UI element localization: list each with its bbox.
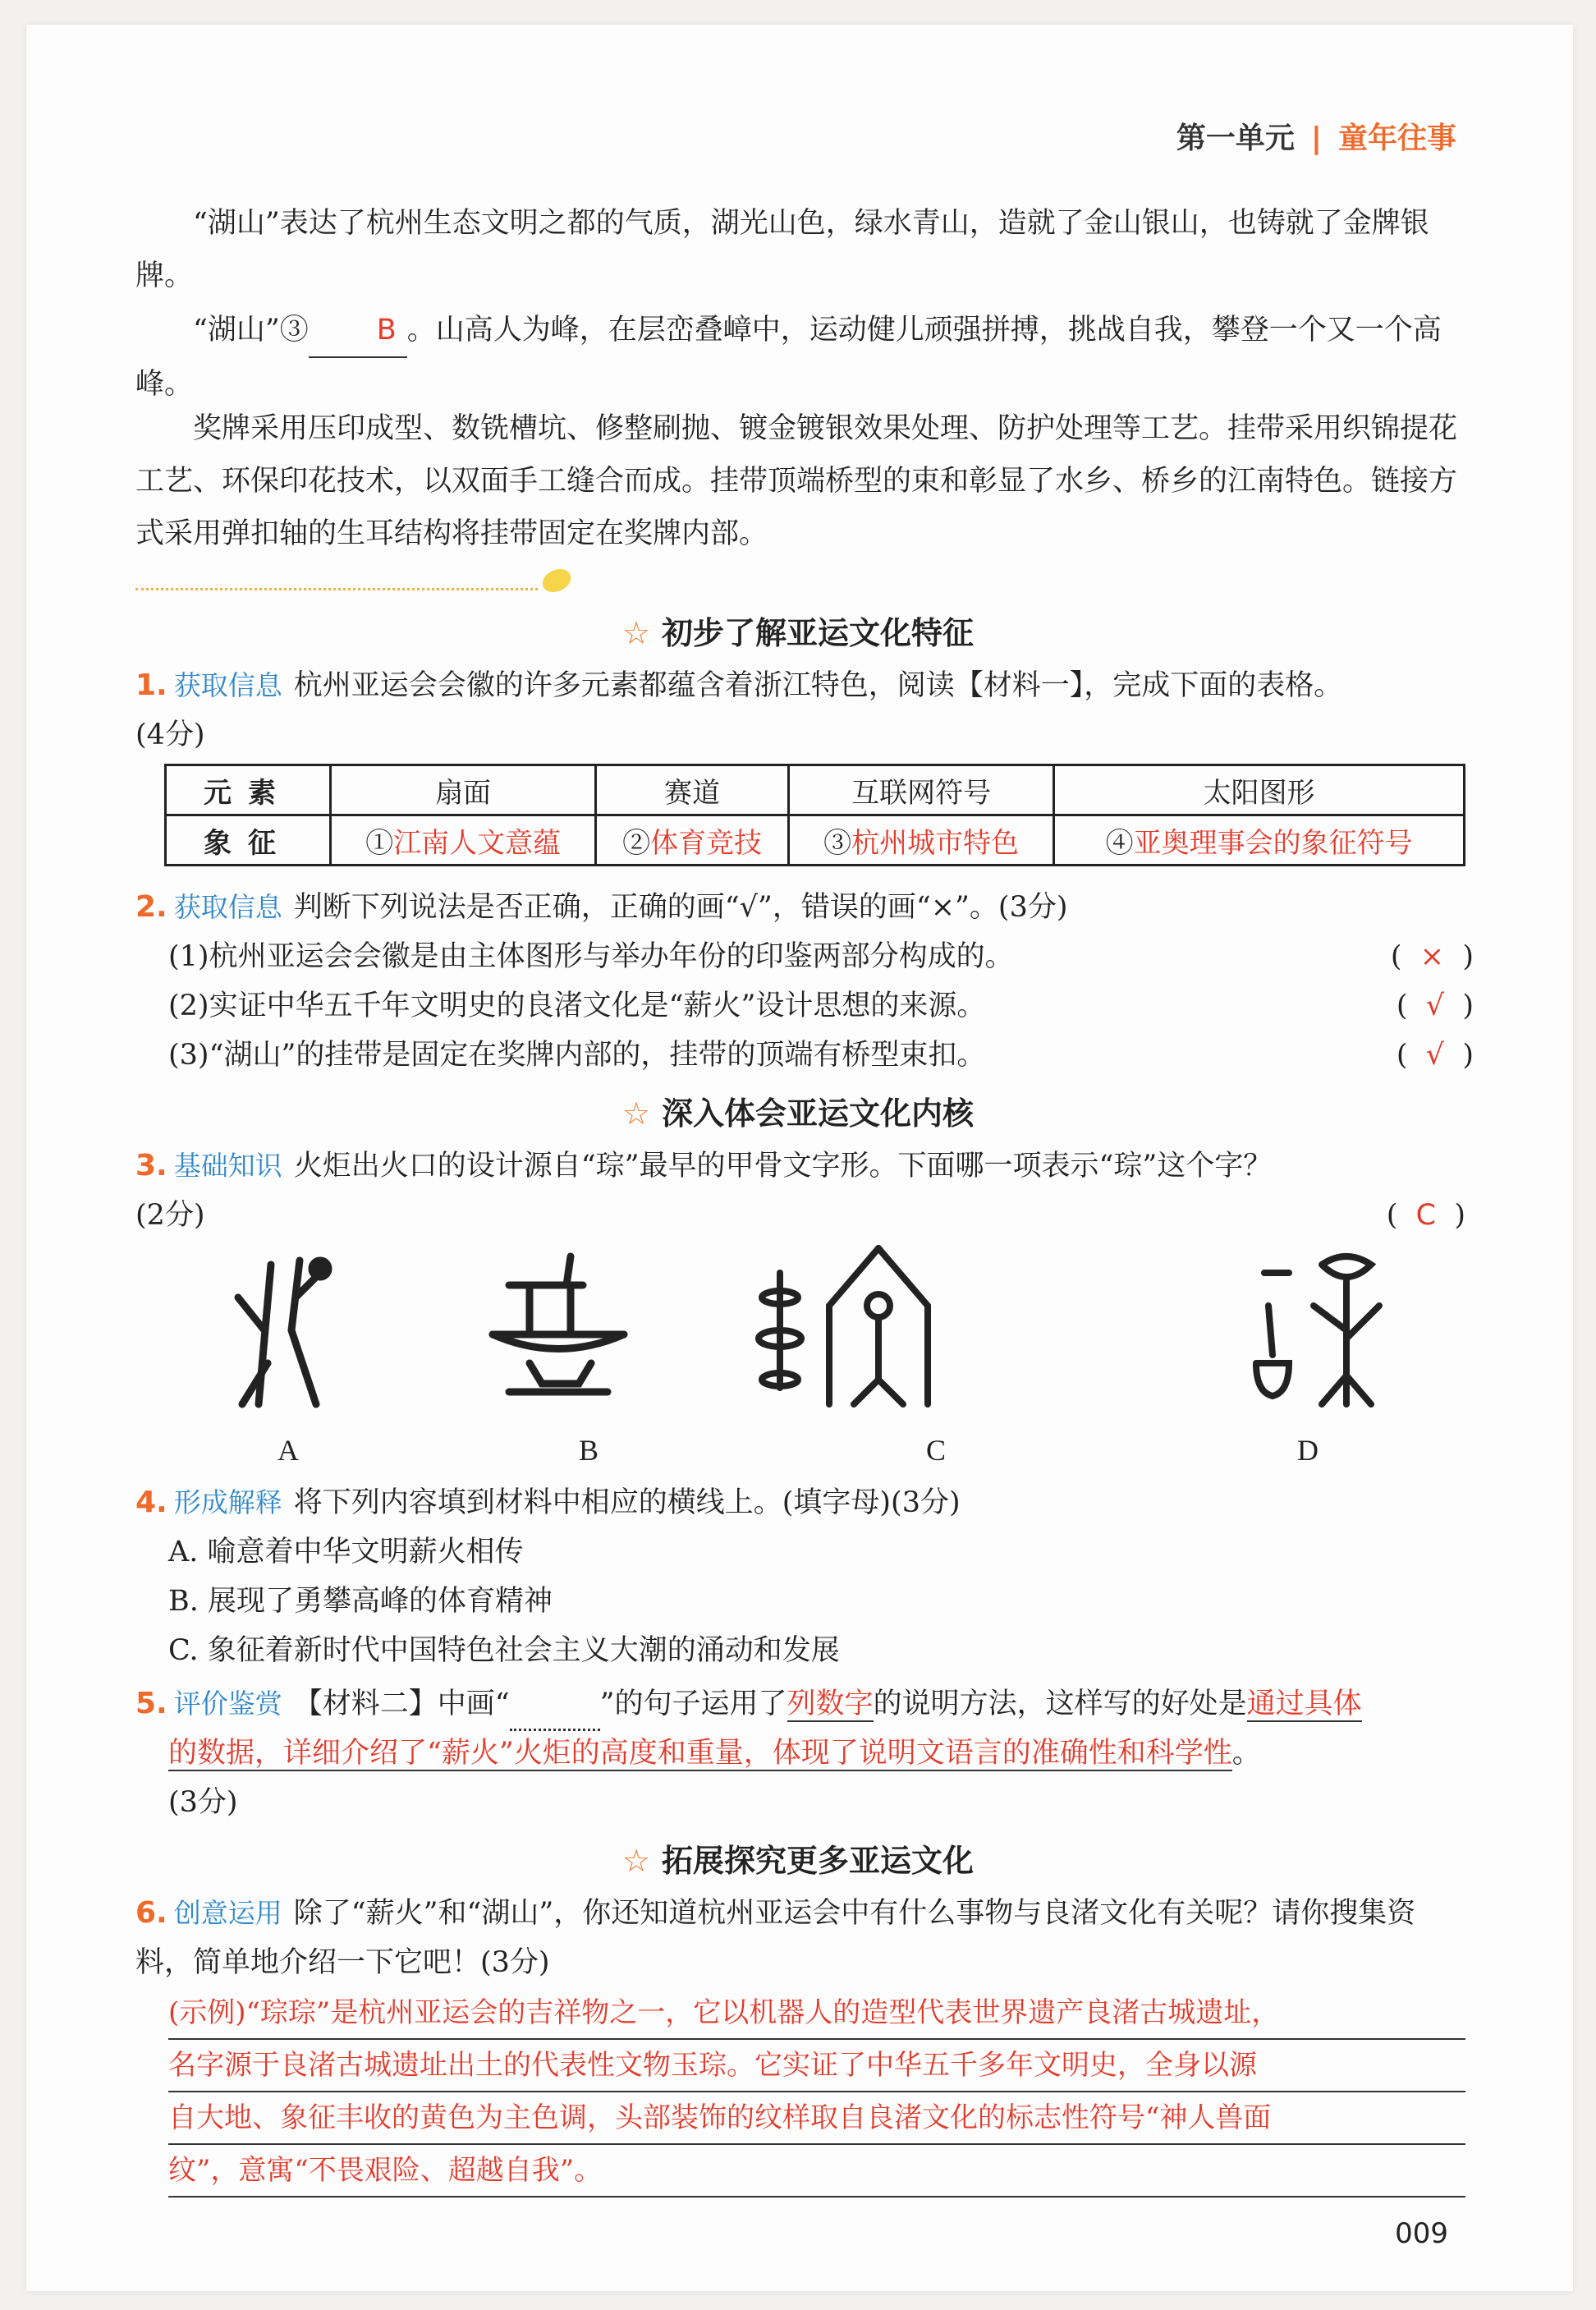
table-cell: 太阳图形: [1054, 765, 1465, 815]
oracle-glyphs: [205, 1240, 1437, 1421]
question-6: 6. 创意运用 除了“薪火”和“湖山”，你还知道杭州亚运会中有什么事物与良渚文化有关呢？请你搜集资料，简单地介绍一下它吧！(3分): [135, 1896, 1416, 1979]
header-separator: |: [1310, 122, 1322, 155]
section-title-3: ☆ 拓展探究更多亚运文化: [621, 1843, 975, 1879]
question-3: 3. 基础知识 火炬出火口的设计源自“琮”最早的甲骨文字形。下面哪一项表示“琮”这个字？: [135, 1149, 1273, 1183]
q4-option-a: A. 喻意着中华文明薪火相传: [168, 1536, 524, 1568]
judge-answer: √: [1425, 990, 1445, 1022]
wavy-underline-sample: [510, 1679, 600, 1731]
section-title-1: ☆ 初步了解亚运文化特征: [621, 615, 975, 651]
judge-item-1: (1)杭州亚运会会徽是由主体图形与举办年份的印鉴两部分构成的。 ( × ): [168, 940, 1474, 973]
question-5-score: (3分): [168, 1786, 238, 1819]
answer-line: 名字源于良渚古城遗址出土的代表性文物玉琮。它实证了中华五千多年文明史，全身以源: [168, 2040, 1465, 2092]
answer-cell: ②体育竞技: [596, 815, 789, 866]
answer-line: 纹”，意寓“不畏艰险、超越自我”。: [168, 2145, 1465, 2197]
answer-line: (示例)“琮琮”是杭州亚运会的吉祥物之一，它以机器人的造型代表世界遗产良渚古城遗址，: [168, 1987, 1465, 2040]
question-tag: 创意运用: [173, 1897, 282, 1929]
unit-label: 第一单元: [1176, 122, 1295, 155]
question-tag: 评价鉴赏: [173, 1688, 282, 1720]
judge-item-3: (3)“湖山”的挂带是固定在奖牌内部的，挂带的顶端有桥型束扣。 ( √ ): [168, 1039, 1474, 1072]
question-tag: 获取信息: [173, 891, 282, 923]
answer-area: [168, 1987, 1465, 2197]
table-cell: 扇面: [331, 765, 596, 815]
question-3-score: (2分) ( C ): [135, 1199, 1465, 1232]
answer-benefit: 的数据，详细介绍了“薪火”火炬的高度和重量，体现了说明文语言的准确性和科学性: [168, 1737, 1232, 1770]
intro-paragraph-2: “湖山”③ B 。山高人为峰，在层峦叠嶂中，运动健儿顽强拼搏，挑战自我，攀登一个又一个高峰。: [135, 304, 1457, 411]
question-2: 2. 获取信息 判断下列说法是否正确，正确的画“√”，错误的画“×”。(3分): [135, 890, 1068, 924]
unit-theme: 童年往事: [1337, 122, 1456, 155]
table-cell: 象征: [166, 815, 331, 866]
glyph-a-image: [238, 1261, 328, 1404]
answer-method: 列数字: [787, 1688, 874, 1720]
star-icon: ☆: [621, 1095, 651, 1132]
table-row: [166, 765, 1465, 815]
page-header: [1176, 115, 1456, 157]
section-title-2: ☆ 深入体会亚运文化内核: [621, 1095, 975, 1132]
intro-paragraph-3: 奖牌采用压印成型、数铣槽坑、修整刷抛、镀金镀银效果处理、防护处理等工艺。挂带采用织锦提花工艺、环保印花技术，以双面手工缝合而成。挂带顶端桥型的束和彰显了水乡、桥乡的江南特色。链接方式采用弹扣轴的生耳结构将挂带固定在奖牌内部。: [135, 412, 1458, 550]
answer-line: 自大地、象征丰收的黄色为主色调，头部装饰的纹样取自良渚文化的标志性符号“神人兽面: [168, 2092, 1465, 2145]
answer-cell: ④亚奥理事会的象征符号: [1054, 815, 1465, 866]
question-5: 5. 评价鉴赏 【材料二】中画“ ”的句子运用了列数字的说明方法，这样写的好处是通过具体: [135, 1679, 1465, 1731]
question-tag: 形成解释: [173, 1486, 282, 1518]
judge-item-2: (2)实证中华五千年文明史的良渚文化是“薪火”设计思想的来源。 ( √ ): [168, 990, 1474, 1022]
option-label-d: D: [1297, 1434, 1319, 1467]
element-table: [164, 764, 1465, 866]
glyph-d-image: [1256, 1256, 1379, 1404]
fill-blank-3: B: [309, 304, 407, 358]
judge-answer: ×: [1419, 940, 1445, 973]
table-row: [166, 815, 1465, 866]
star-icon: ☆: [621, 1843, 651, 1879]
table-cell: 互联网符号: [789, 765, 1054, 815]
q4-option-b: B. 展现了勇攀高峰的体育精神: [168, 1585, 553, 1618]
divider: [135, 588, 538, 590]
question-tag: 获取信息: [173, 669, 282, 701]
question-tag: 基础知识: [173, 1150, 282, 1182]
question-4: 4. 形成解释 将下列内容填到材料中相应的横线上。(填字母)(3分): [135, 1486, 961, 1519]
option-label-b: B: [579, 1434, 599, 1467]
table-cell: 赛道: [596, 765, 789, 815]
glyph-b-image: [493, 1256, 624, 1392]
answer-benefit-start: 通过具体: [1246, 1688, 1362, 1720]
choice-answer: C: [1415, 1199, 1437, 1232]
question-5-line-2: 的数据，详细介绍了“薪火”火炬的高度和重量，体现了说明文语言的准确性和科学性。: [168, 1737, 1261, 1770]
question-1: 1. 获取信息 杭州亚运会会徽的许多元素都蕴含着浙江特色，阅读【材料一】，完成下面的表格。: [135, 668, 1343, 702]
page-number: 009: [1395, 2217, 1448, 2250]
glyph-c-image: [759, 1248, 928, 1404]
question-1-score: (4分): [135, 719, 205, 751]
answer-cell: ①江南人文意蕴: [331, 815, 596, 866]
option-label-a: A: [277, 1434, 299, 1467]
answer-cell: ③杭州城市特色: [789, 815, 1054, 866]
star-icon: ☆: [621, 615, 651, 651]
judge-answer: √: [1425, 1039, 1445, 1072]
q4-option-c: C. 象征着新时代中国特色社会主义大潮的涌动和发展: [168, 1634, 840, 1667]
option-label-c: C: [926, 1434, 947, 1467]
intro-paragraph-1: “湖山”表达了杭州生态文明之都的气质，湖光山色，绿水青山，造就了金山银山，也铸就了金牌银牌。: [135, 207, 1429, 292]
table-cell: 元素: [166, 765, 331, 815]
